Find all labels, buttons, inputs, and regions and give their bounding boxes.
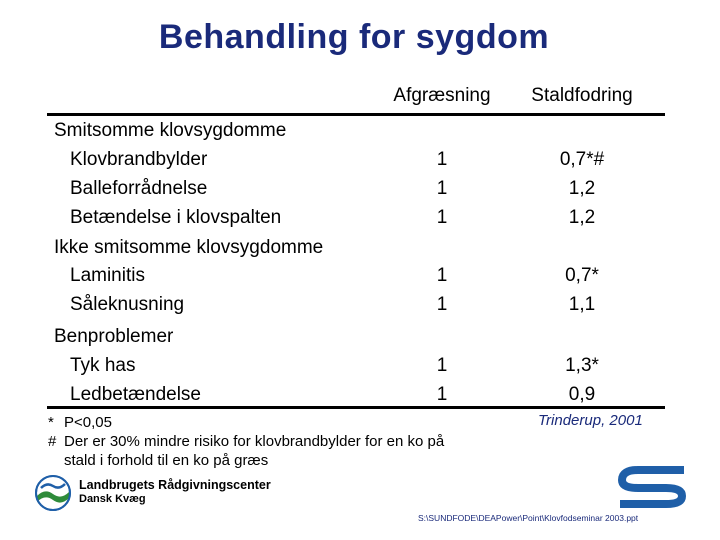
row-value-staldfodring: 0,9 xyxy=(568,384,596,405)
slide-title: Behandling for sygdom xyxy=(158,18,550,56)
group-label-ikke-smitsomme: Ikke smitsomme klovsygdomme xyxy=(54,237,324,258)
row-label: Tyk has xyxy=(70,355,136,376)
row-label: Såleknusning xyxy=(70,294,185,315)
row-label: Ledbetændelse xyxy=(70,384,201,405)
row-value-staldfodring: 1,2 xyxy=(568,178,596,199)
row-value-staldfodring: 0,7* xyxy=(565,265,599,286)
source-citation: Trinderup, 2001 xyxy=(538,412,643,429)
file-path-footer: S:\SUNDFODE\DEAPower\Point\Klovfodseminar 2003.ppt xyxy=(418,513,639,523)
row-label: Laminitis xyxy=(70,265,145,286)
row-value-staldfodring: 1,1 xyxy=(568,294,596,315)
row-value-staldfodring: 0,7*# xyxy=(559,149,605,170)
row-label: Betændelse i klovspalten xyxy=(70,207,282,228)
row-value-afgraesning: 1 xyxy=(436,294,448,315)
footnote-hash-line1: Der er 30% mindre risiko for klovbrandbylder for en ko på xyxy=(64,433,445,450)
s-brand-logo-icon xyxy=(612,458,692,514)
row-value-staldfodring: 1,3* xyxy=(565,355,599,376)
row-value-afgraesning: 1 xyxy=(436,149,448,170)
table-bottom-rule xyxy=(47,406,665,409)
organization-logo-icon xyxy=(33,474,73,512)
group-label-smitsomme: Smitsomme klovsygdomme xyxy=(54,120,287,141)
footnote-star-symbol: * xyxy=(48,414,54,431)
footnote-hash-symbol: # xyxy=(48,433,57,450)
row-value-staldfodring: 1,2 xyxy=(568,207,596,228)
department-name: Dansk Kvæg xyxy=(79,493,146,505)
footnote-star-text: P<0,05 xyxy=(64,414,112,431)
organization-name: Landbrugets Rådgivningscenter xyxy=(79,478,271,492)
row-label: Balleforrådnelse xyxy=(70,178,208,199)
row-label: Klovbrandbylder xyxy=(70,149,208,170)
row-value-afgraesning: 1 xyxy=(436,355,448,376)
row-value-afgraesning: 1 xyxy=(436,265,448,286)
row-value-afgraesning: 1 xyxy=(436,384,448,405)
column-header-afgraesning: Afgræsning xyxy=(393,85,491,106)
row-value-afgraesning: 1 xyxy=(436,207,448,228)
row-value-afgraesning: 1 xyxy=(436,178,448,199)
group-label-benproblemer: Benproblemer xyxy=(54,326,174,347)
column-header-staldfodring: Staldfodring xyxy=(531,85,633,106)
footnote-hash-line2: stald i forhold til en ko på græs xyxy=(64,452,269,469)
